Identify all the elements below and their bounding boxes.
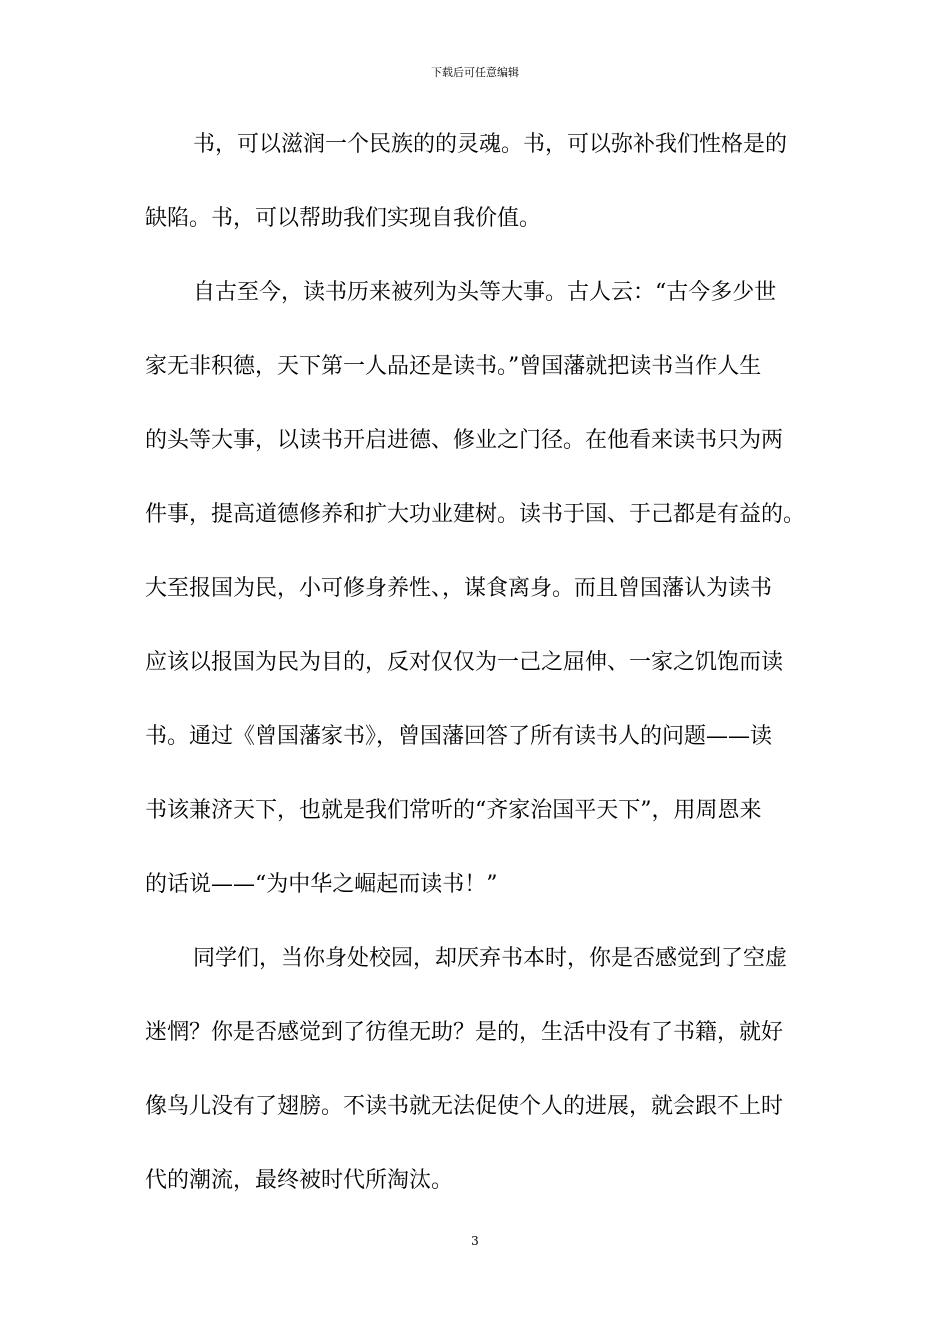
text-line: 件事，提高道德修养和扩大功业建树。读书于国、于己都是有益的。 (145, 502, 806, 527)
text-line: 代的潮流，最终被时代所淘汰。 (145, 1168, 454, 1193)
text-line: 书。通过《曾国藩家书》，曾国藩回答了所有读书人的问题——读 (145, 724, 773, 749)
text-line: 同学们，当你身处校园，却厌弃书本时，你是否感觉到了空虚 (193, 946, 788, 971)
page-number: 3 (471, 1234, 479, 1248)
text-line: 像鸟儿没有了翅膀。不读书就无法促使个人的进展，就会跟不上时 (145, 1094, 784, 1119)
document-body (145, 126, 813, 1236)
text-line: 家无非积德，天下第一人品还是读书。”曾国藩就把读书当作人生 (145, 354, 762, 379)
text-line: 的话说——“为中华之崛起而读书！” (145, 872, 498, 897)
page-header: 下载后可任意编辑 (431, 66, 519, 79)
text-line: 迷惘？你是否感觉到了彷徨无助？是的，生活中没有了书籍，就好 (145, 1020, 784, 1045)
text-line: 应该以报国为民为目的，反对仅仅为一己之屈伸、一家之饥饱而读 (145, 650, 784, 675)
text-line: 书该兼济天下，也就是我们常听的“齐家治国平天下”，用周恩来 (145, 798, 762, 823)
text-line: 自古至今，读书历来被列为头等大事。古人云：“古今多少世 (193, 280, 777, 305)
text-line: 书，可以滋润一个民族的的灵魂。书，可以弥补我们性格是的 (193, 132, 788, 157)
text-line: 大至报国为民，小可修身养性、，谋食离身。而且曾国藩认为读书 (145, 576, 773, 601)
text-line: 缺陷。书，可以帮助我们实现自我价值。 (145, 206, 542, 231)
text-line: 的头等大事，以读书开启进德、修业之门径。在他看来读书只为两 (145, 428, 784, 453)
